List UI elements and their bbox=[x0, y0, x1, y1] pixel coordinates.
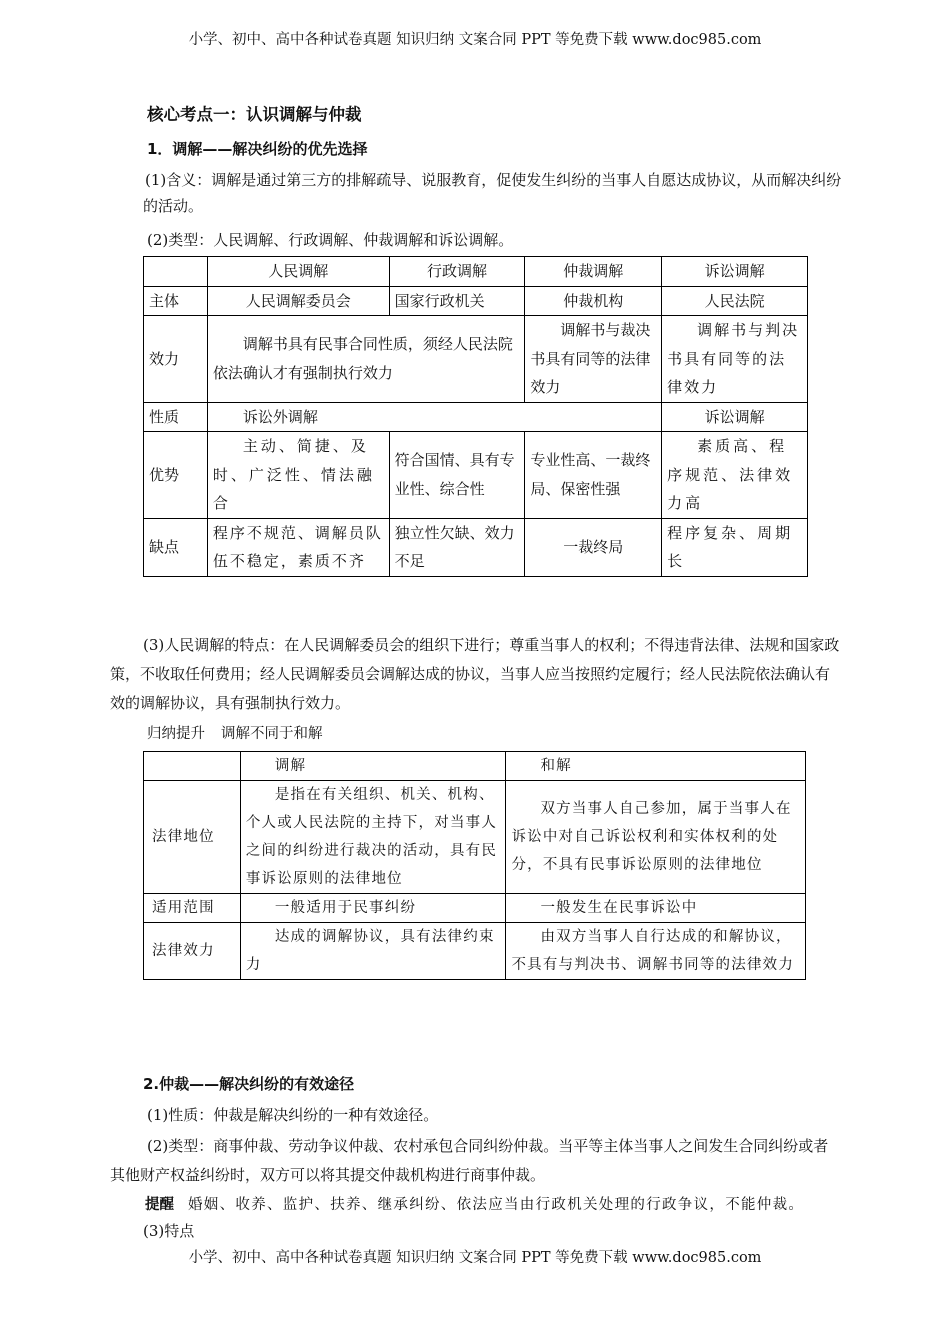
table-cell: 国家行政机关 bbox=[389, 286, 525, 316]
table-cell: 一般适用于民事纠纷 bbox=[240, 894, 506, 923]
tip-label: 提醒 bbox=[145, 1197, 174, 1213]
row-label: 法律效力 bbox=[144, 923, 241, 980]
row-label: 性质 bbox=[144, 402, 208, 432]
table-cell: 人民法院 bbox=[662, 286, 808, 316]
table-cell: 调解书具有民事合同性质，须经人民法院依法确认才有强制执行效力 bbox=[207, 316, 524, 403]
table-cell: 人民调解委员会 bbox=[207, 286, 389, 316]
mediation-vs-settlement-table bbox=[143, 751, 806, 980]
mediation-types-table bbox=[143, 256, 808, 577]
col-header: 行政调解 bbox=[389, 257, 525, 287]
table-cell: 程序不规范、调解员队伍不稳定，素质不齐 bbox=[207, 518, 389, 576]
col-header: 人民调解 bbox=[207, 257, 389, 287]
table-row bbox=[144, 432, 808, 519]
table-cell: 调解书与裁决书具有同等的法律效力 bbox=[525, 316, 662, 403]
table-cell: 专业性高、一裁终局、保密性强 bbox=[525, 432, 662, 519]
page-footer: 小学、初中、高中各种试卷真题 知识归纳 文案合同 PPT 等免费下载 www.doc985.com bbox=[188, 1250, 762, 1266]
table-cell: 符合国情、具有专业性、综合性 bbox=[389, 432, 525, 519]
people-mediation-features: (3)人民调解的特点：在人民调解委员会的组织下进行；尊重当事人的权利；不得违背法律、法规和国家政策，不收取任何费用；经人民调解委员会调解达成的协议，当事人应当按照约定履行；经人民法院依法确认有效的调解协议，具有强制执行效力。 bbox=[110, 636, 840, 712]
table-corner bbox=[144, 752, 241, 781]
table-row bbox=[144, 257, 808, 287]
table-cell: 由双方当事人自行达成的和解协议，不具有与判决书、调解书同等的法律效力 bbox=[506, 923, 806, 980]
table-cell: 诉讼外调解 bbox=[207, 402, 661, 432]
table-cell: 独立性欠缺、效力不足 bbox=[389, 518, 525, 576]
mediation-types: (2)类型：人民调解、行政调解、仲裁调解和诉讼调解。 bbox=[147, 231, 514, 249]
table-corner bbox=[144, 257, 208, 287]
arbitration-nature: (1)性质：仲裁是解决纠纷的一种有效途径。 bbox=[147, 1106, 439, 1124]
tip-line bbox=[145, 1192, 845, 1218]
col-header: 仲裁调解 bbox=[525, 257, 662, 287]
page-header: 小学、初中、高中各种试卷真题 知识归纳 文案合同 PPT 等免费下载 www.doc985.com bbox=[188, 32, 762, 48]
col-header: 调解 bbox=[240, 752, 506, 781]
table-cell: 仲裁机构 bbox=[525, 286, 662, 316]
table-row bbox=[144, 781, 806, 894]
mediation-heading: 1．调解——解决纠纷的优先选择 bbox=[147, 140, 368, 158]
col-header: 和解 bbox=[506, 752, 806, 781]
row-label: 效力 bbox=[144, 316, 208, 403]
table-cell: 诉讼调解 bbox=[662, 402, 808, 432]
table-cell: 一裁终局 bbox=[525, 518, 662, 576]
table-cell: 调解书与判决书具有同等的法律效力 bbox=[662, 316, 808, 403]
table-cell: 程序复杂、周期长 bbox=[662, 518, 808, 576]
arbitration-features: (3)特点 bbox=[143, 1222, 195, 1240]
table-row bbox=[144, 316, 808, 403]
table-cell: 达成的调解协议，具有法律约束力 bbox=[240, 923, 506, 980]
table-row bbox=[144, 286, 808, 316]
summary-title: 调解不同于和解 bbox=[221, 726, 323, 742]
table-cell: 一般发生在民事诉讼中 bbox=[506, 894, 806, 923]
table-row bbox=[144, 894, 806, 923]
table-cell: 素质高、程序规范、法律效力高 bbox=[662, 432, 808, 519]
table-row bbox=[144, 752, 806, 781]
table-cell: 是指在有关组织、机关、机构、个人或人民法院的主持下，对当事人之间的纠纷进行裁决的活动，具有民事诉讼原则的法律地位 bbox=[240, 781, 506, 894]
summary-label: 归纳提升 bbox=[147, 726, 205, 742]
arbitration-types: (2)类型：商事仲裁、劳动争议仲裁、农村承包合同纠纷仲裁。当平等主体当事人之间发生合同纠纷或者其他财产权益纠纷时，双方可以将其提交仲裁机构进行商事仲裁。 bbox=[110, 1137, 829, 1184]
row-label: 主体 bbox=[144, 286, 208, 316]
section-title: 核心考点一：认识调解与仲裁 bbox=[147, 105, 362, 124]
row-label: 法律地位 bbox=[144, 781, 241, 894]
table-row bbox=[144, 402, 808, 432]
row-label: 缺点 bbox=[144, 518, 208, 576]
summary-line bbox=[147, 721, 877, 747]
tip-text: 婚姻、收养、监护、扶养、继承纠纷、依法应当由行政机关处理的行政争议，不能仲裁。 bbox=[188, 1197, 805, 1213]
table-row bbox=[144, 923, 806, 980]
col-header: 诉讼调解 bbox=[662, 257, 808, 287]
row-label: 优势 bbox=[144, 432, 208, 519]
arbitration-heading: 2.仲裁——解决纠纷的有效途径 bbox=[143, 1075, 355, 1093]
mediation-meaning: (1)含义：调解是通过第三方的排解疏导、说服教育，促使发生纠纷的当事人自愿达成协议，从而解决纠纷的活动。 bbox=[143, 171, 842, 215]
table-cell: 双方当事人自己参加，属于当事人在诉讼中对自己诉讼权利和实体权利的处分，不具有民事诉讼原则的法律地位 bbox=[506, 781, 806, 894]
table-cell: 主动、简捷、及时、广泛性、情法融合 bbox=[207, 432, 389, 519]
table-row bbox=[144, 518, 808, 576]
row-label: 适用范围 bbox=[144, 894, 241, 923]
